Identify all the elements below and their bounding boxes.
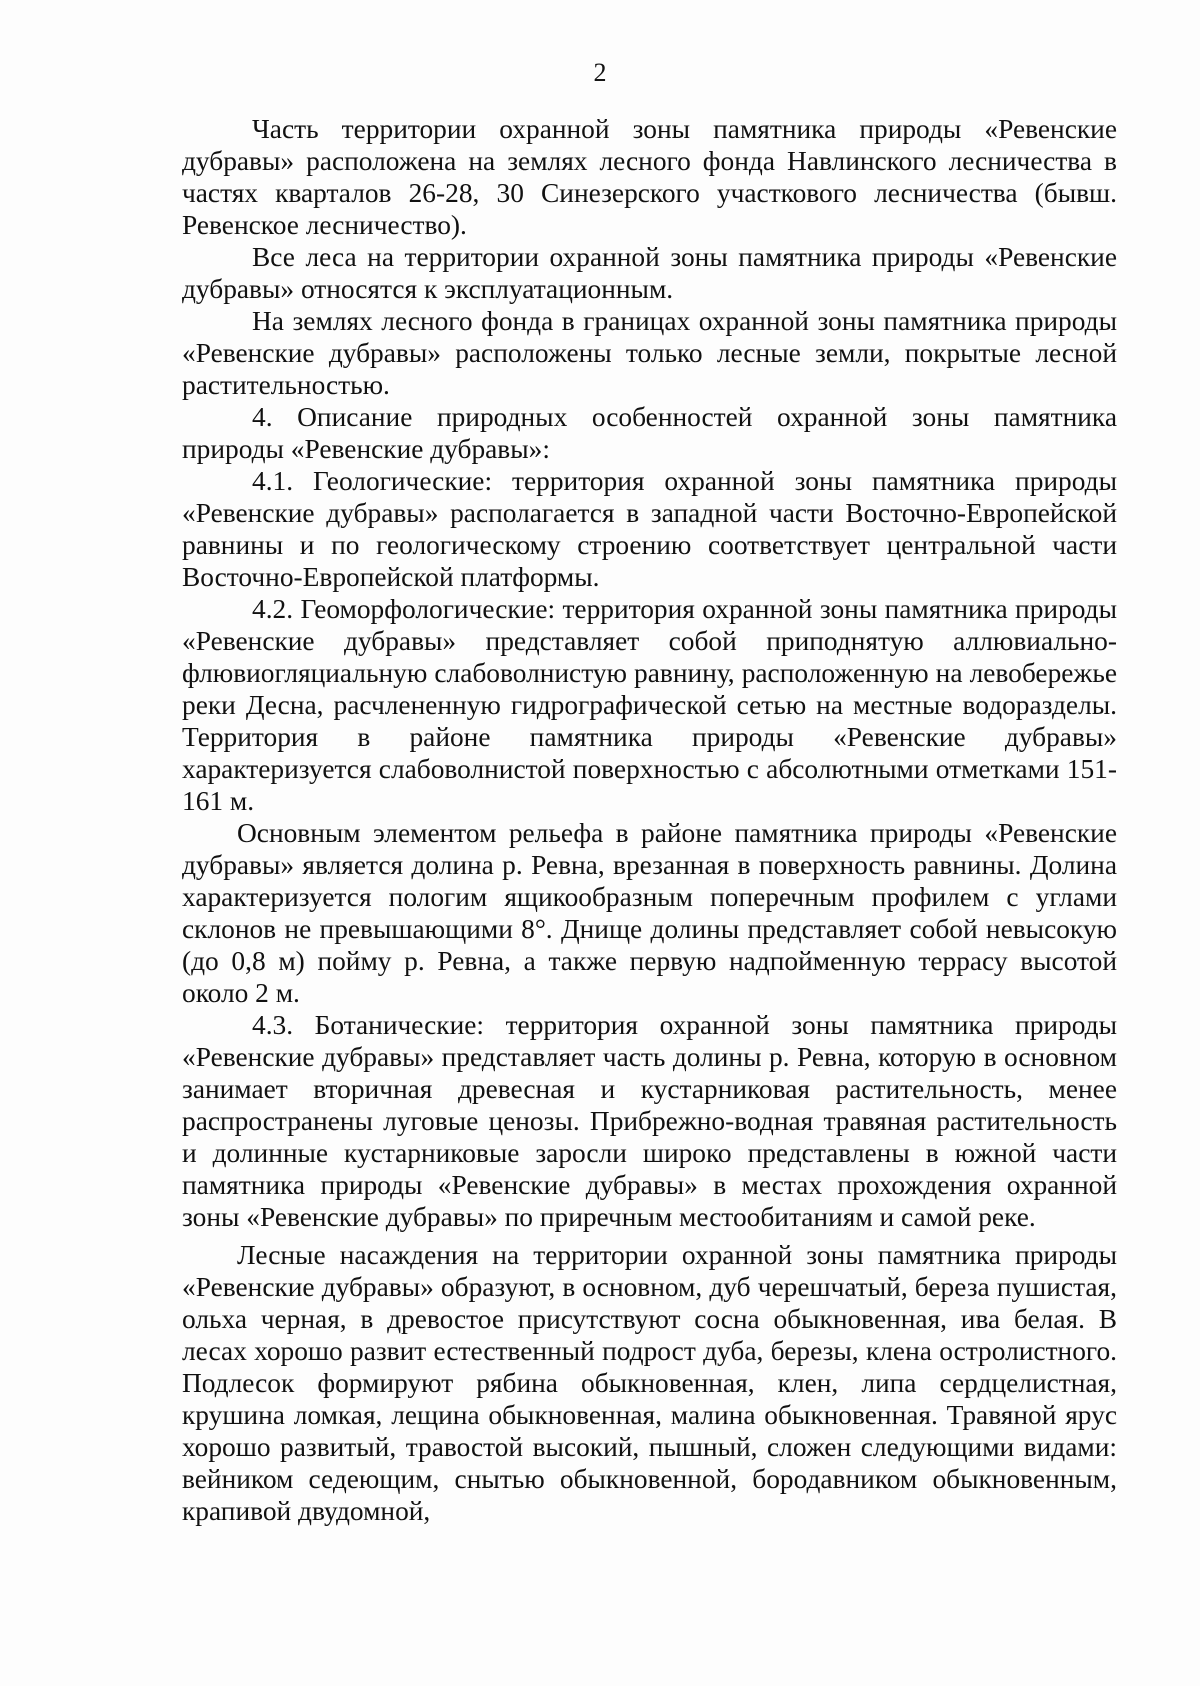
- paragraph-forest-stands: Лесные насаждения на территории охранной зоны памятника природы «Ревенские дубравы» образуют, в основном, дуб черешчатый, береза пушистая, ольха черная, в древостое присутствуют сосна обыкновенная, ива белая. В лесах хорошо развит естественный подрост дуба, березы, клена остролистного. Подлесок формируют рябина обыкновенная, клен, липа сердцелистная, крушина ломкая, лещина обыкновенная, малина обыкновенная. Травяной ярус хорошо развитый, травостой высокий, пышный, сложен следующими видами: вейником седеющим, снытью обыкновенной, бородавником обыкновенным, крапивой двудомной,: [182, 1240, 1117, 1526]
- page-number: 2: [593, 58, 607, 87]
- paragraph-forest-category: Все леса на территории охранной зоны памятника природы «Ревенские дубравы» относятся к эксплуатационным.: [182, 242, 1117, 304]
- paragraph-forest-fund: Часть территории охранной зоны памятника природы «Ревенские дубравы» расположена на землях лесного фонда Навлинского лесничества в частях кварталов 26-28, 30 Синезерского участкового лесничества (бывш. Ревенское лесничество).: [182, 114, 1117, 240]
- paragraph-relief: Основным элементом рельефа в районе памятника природы «Ревенские дубравы» является долина р. Ревна, врезанная в поверхность равнины. Долина характеризуется пологим ящикообразным поперечным профилем с углами склонов не превышающими 8°. Днище долины представляет собой невысокую (до 0,8 м) пойму р. Ревна, а также первую надпойменную террасу высотой около 2 м.: [182, 818, 1117, 1008]
- paragraph-geological: 4.1. Геологические: территория охранной зоны памятника природы «Ревенские дубравы» располагается в западной части Восточно-Европейской равнины и по геологическому строению соответствует центральной части Восточно-Европейской платформы.: [182, 466, 1117, 592]
- paragraph-botanical: 4.3. Ботанические: территория охранной зоны памятника природы «Ревенские дубравы» представляет часть долины р. Ревна, которую в основном занимает вторичная древесная и кустарниковая растительность, менее распространены луговые ценозы. Прибрежно-водная травяная растительность и долинные кустарниковые заросли широко представлены в южной части памятника природы «Ревенские дубравы» в местах прохождения охранной зоны «Ревенские дубравы» по приречным местообитаниям и самой реке.: [182, 1010, 1117, 1232]
- section-heading-natural-features: 4. Описание природных особенностей охранной зоны памятника природы «Ревенские дубравы»:: [182, 402, 1117, 464]
- document-body: [182, 113, 1117, 1527]
- paragraph-geomorphological: 4.2. Геоморфологические: территория охранной зоны памятника природы «Ревенские дубравы» представляет собой приподнятую аллювиально-флювиогляциальную слабоволнистую равнину, расположенную на левобережье реки Десна, расчлененную гидрографической сетью на местные водоразделы. Территория в районе памятника природы «Ревенские дубравы» характеризуется слабоволнистой поверхностью с абсолютными отметками 151-161 м.: [182, 594, 1117, 816]
- paragraph-forest-lands: На землях лесного фонда в границах охранной зоны памятника природы «Ревенские дубравы» расположены только лесные земли, покрытые лесной растительностью.: [182, 306, 1117, 400]
